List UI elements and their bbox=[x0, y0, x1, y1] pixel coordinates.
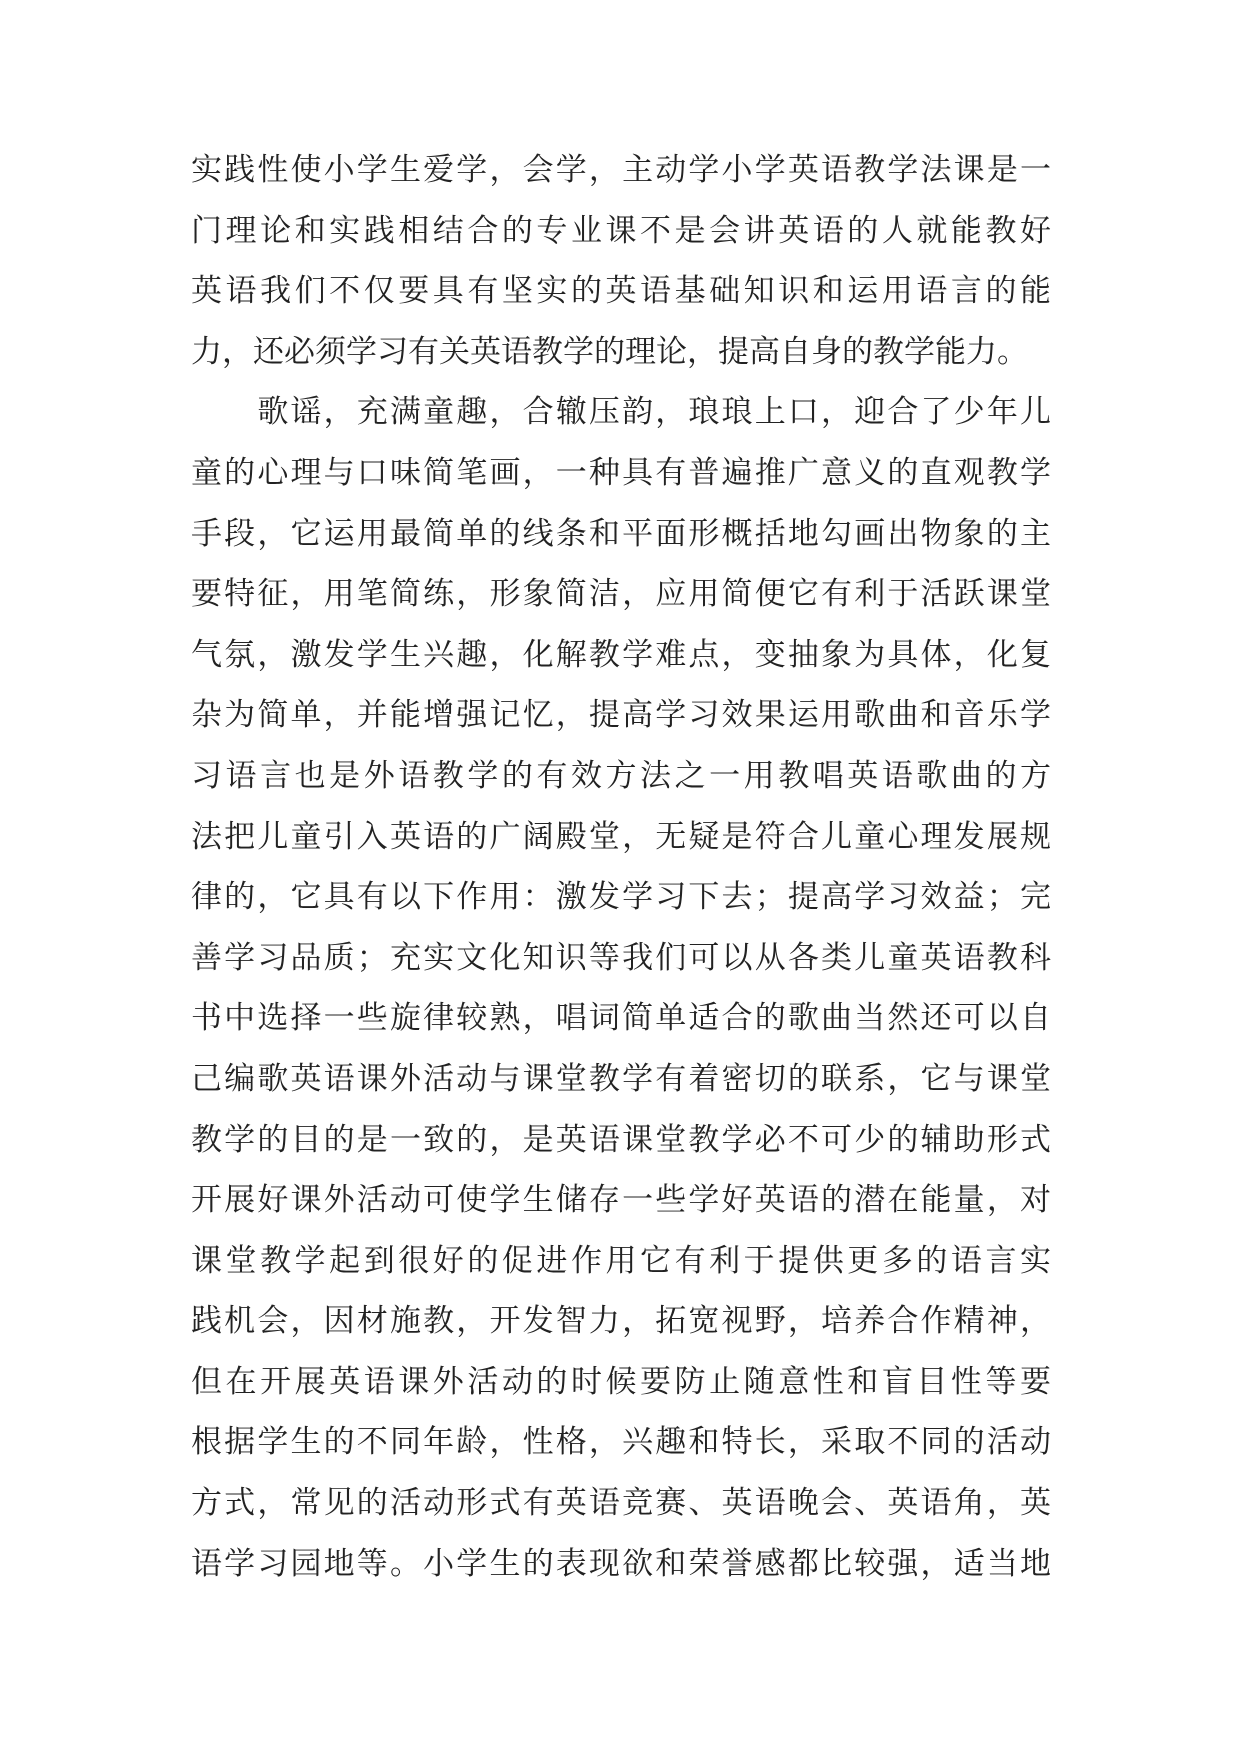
text-line: 英语我们不仅要具有坚实的英语基础知识和运用语言的能 bbox=[191, 273, 1051, 310]
text-line: 践机会，因材施教，开发智力，拓宽视野，培养合作精神， bbox=[191, 1303, 1051, 1340]
text-line: 课堂教学起到很好的促进作用它有利于提供更多的语言实 bbox=[191, 1242, 1051, 1279]
text-line: 习语言也是外语教学的有效方法之一用教唱英语歌曲的方 bbox=[191, 757, 1051, 794]
text-line: 力，还必须学习有关英语教学的理论，提高自身的教学能力。 bbox=[191, 333, 1028, 370]
text-line: 开展好课外活动可使学生储存一些学好英语的潜在能量，对 bbox=[191, 1182, 1051, 1219]
text-line: 语学习园地等。小学生的表现欲和荣誉感都比较强，适当地 bbox=[191, 1545, 1051, 1582]
text-line: 律的，它具有以下作用：激发学习下去；提高学习效益；完 bbox=[191, 879, 1051, 916]
text-line: 气氛，激发学生兴趣，化解教学难点，变抽象为具体，化复 bbox=[191, 636, 1051, 673]
text-line: 童的心理与口味简笔画，一种具有普遍推广意义的直观教学 bbox=[191, 454, 1051, 491]
text-line: 书中选择一些旋律较熟，唱词简单适合的歌曲当然还可以自 bbox=[191, 1000, 1051, 1037]
text-line: 善学习品质；充实文化知识等我们可以从各类儿童英语教科 bbox=[191, 939, 1051, 976]
text-line: 杂为简单，并能增强记忆，提高学习效果运用歌曲和音乐学 bbox=[191, 697, 1051, 734]
text-line: 教学的目的是一致的，是英语课堂教学必不可少的辅助形式 bbox=[191, 1121, 1051, 1158]
text-line: 根据学生的不同年龄，性格，兴趣和特长，采取不同的活动 bbox=[191, 1424, 1051, 1461]
text-line: 要特征，用笔简练，形象简洁，应用简便它有利于活跃课堂 bbox=[191, 576, 1051, 613]
text-line: 己编歌英语课外活动与课堂教学有着密切的联系，它与课堂 bbox=[191, 1060, 1051, 1097]
text-line: 手段，它运用最简单的线条和平面形概括地勾画出物象的主 bbox=[191, 515, 1051, 552]
text-line: 方式，常见的活动形式有英语竞赛、英语晚会、英语角，英 bbox=[191, 1485, 1051, 1522]
text-line: 法把儿童引入英语的广阔殿堂，无疑是符合儿童心理发展规 bbox=[191, 818, 1051, 855]
text-line: 歌谣，充满童趣，合辙压韵，琅琅上口，迎合了少年儿 bbox=[191, 394, 1051, 431]
text-line: 门理论和实践相结合的专业课不是会讲英语的人就能教好 bbox=[191, 212, 1051, 249]
text-line: 但在开展英语课外活动的时候要防止随意性和盲目性等要 bbox=[191, 1363, 1051, 1400]
body-text bbox=[191, 140, 1051, 1594]
text-line: 实践性使小学生爱学，会学，主动学小学英语教学法课是一 bbox=[191, 152, 1051, 188]
